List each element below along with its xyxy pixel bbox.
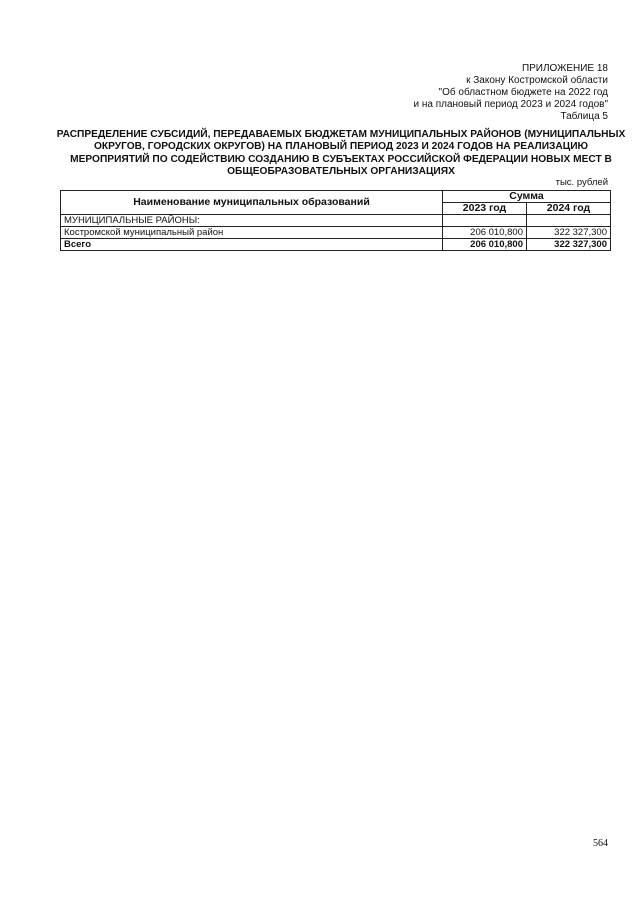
subsidy-table	[60, 190, 611, 251]
table-row	[61, 227, 611, 239]
appendix-line-2: к Закону Костромской области	[466, 75, 608, 86]
row-value-2024: 322 327,300	[527, 227, 611, 239]
total-value-2024: 322 327,300	[527, 239, 611, 251]
title-line-3: МЕРОПРИЯТИЙ ПО СОДЕЙСТВИЮ СОЗДАНИЮ В СУБЪЕКТАХ РОССИЙСКОЙ ФЕДЕРАЦИИ НОВЫХ МЕСТ В	[70, 153, 612, 165]
appendix-line-4: и на плановый период 2023 и 2024 годов"	[413, 99, 608, 110]
section-empty-2023	[443, 215, 527, 227]
page-number: 564	[593, 838, 608, 849]
total-label: Всего	[61, 239, 443, 251]
appendix-line-1: ПРИЛОЖЕНИЕ 18	[521, 63, 608, 74]
title-line-2: ОКРУГОВ, ГОРОДСКИХ ОКРУГОВ) НА ПЛАНОВЫЙ ПЕРИОД 2023 И 2024 ГОДОВ НА РЕАЛИЗАЦИЮ	[93, 141, 589, 153]
column-header-name: Наименование муниципальных образований	[61, 191, 443, 215]
row-name: Костромской муниципальный район	[61, 227, 443, 239]
total-row	[61, 239, 611, 251]
column-header-2023: 2023 год	[443, 203, 527, 215]
units-label: тыс. рублей	[555, 177, 608, 188]
column-header-sum: Сумма	[443, 191, 611, 203]
title-line-1: РАСПРЕДЕЛЕНИЕ СУБСИДИЙ, ПЕРЕДАВАЕМЫХ БЮДЖЕТАМ МУНИЦИПАЛЬНЫХ РАЙОНОВ (МУНИЦИПАЛЬНЫХ	[56, 129, 626, 140]
title-line-4: ОБЩЕОБРАЗОВАТЕЛЬНЫХ ОРГАНИЗАЦИЯХ	[227, 166, 455, 178]
column-header-2024: 2024 год	[527, 203, 611, 215]
row-value-2023: 206 010,800	[443, 227, 527, 239]
appendix-line-3: "Об областном бюджете на 2022 год	[438, 87, 608, 98]
appendix-header	[308, 63, 608, 123]
section-empty-2024	[527, 215, 611, 227]
total-value-2023: 206 010,800	[443, 239, 527, 251]
document-title	[56, 129, 626, 179]
table-header-row	[61, 191, 611, 203]
section-row	[61, 215, 611, 227]
section-label: МУНИЦИПАЛЬНЫЕ РАЙОНЫ:	[61, 215, 443, 227]
appendix-table-number: Таблица 5	[560, 111, 608, 122]
